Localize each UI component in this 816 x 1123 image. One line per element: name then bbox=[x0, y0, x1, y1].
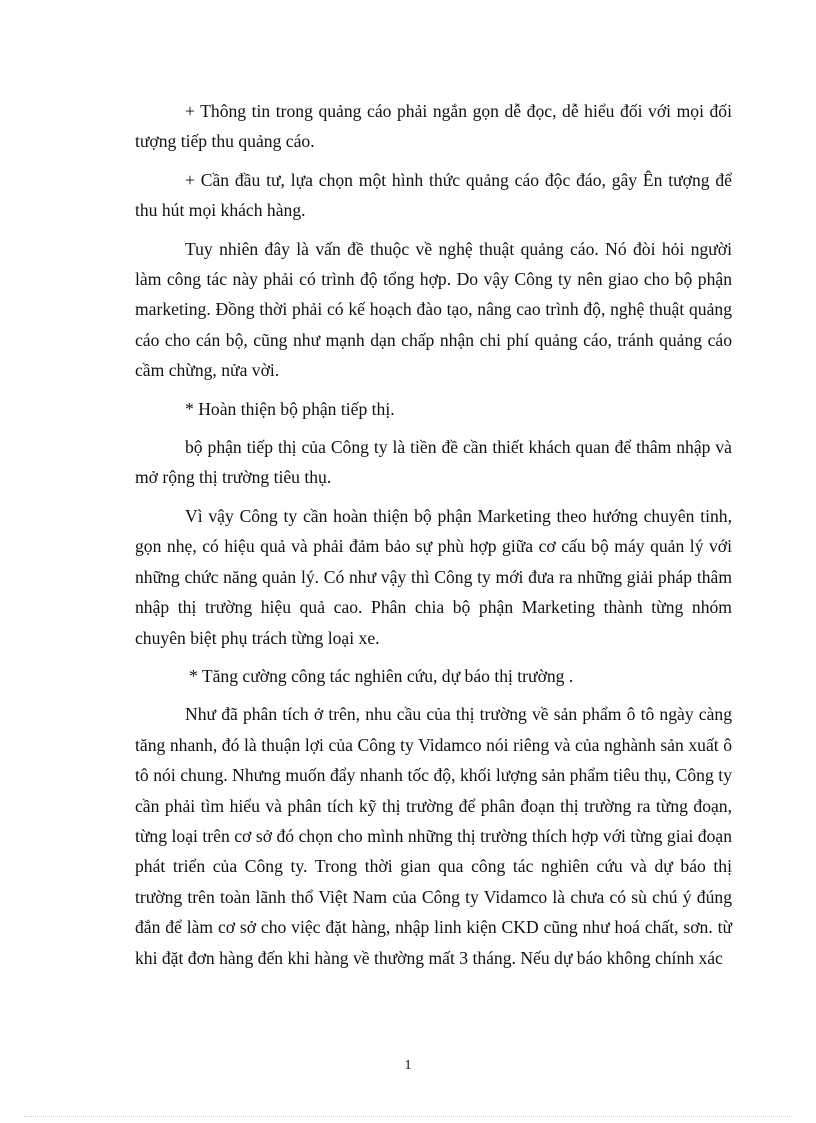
paragraph-info-short: + Thông tin trong quảng cáo phải ngắn gọn dễ đọc, dễ hiểu đối với mọi đối tượng tiếp thu quảng cáo. bbox=[135, 101, 732, 152]
paragraph-marketing-improve: Vì vậy Công ty cần hoàn thiện bộ phận Marketing theo hướng chuyên tinh, gọn nhẹ, có hiệu quả và phải đảm bảo sự phù hợp giữa cơ cấu bộ máy quản lý với những chức năng quản lý. Có như vậy thì Công ty mới đưa ra những giải pháp thâm nhập thị trường hiệu quả cao. Phân chia bộ phận Marketing thành từng nhóm chuyên biệt phụ trách từng loại xe. bbox=[135, 505, 732, 648]
page-number: 1 bbox=[404, 1058, 412, 1073]
paragraph-ad-art: Tuy nhiên đây là vấn đề thuộc về nghệ thuật quảng cáo. Nó đòi hỏi người làm công tác này phải có trình độ tổng hợp. Do vậy Công ty nên giao cho bộ phận marketing. Đồng thời phải có kế hoạch đào tạo, nâng cao trình độ, nghệ thuật quảng cáo cho cán bộ, cũng như mạnh dạn chấp nhận chi phí quảng cáo, tránh quảng cáo cầm chừng, nửa vời. bbox=[135, 238, 732, 381]
heading-market-research: * Tăng cường công tác nghiên cứu, dự báo thị trường . bbox=[189, 665, 574, 686]
heading-marketing-dept: * Hoàn thiện bộ phận tiếp thị. bbox=[185, 398, 395, 419]
page-body bbox=[135, 96, 732, 981]
paragraph-invest-ad-form: + Cần đầu tư, lựa chọn một hình thức quảng cáo độc đáo, gây Ên tượng để thu hút mọi khách hàng. bbox=[135, 169, 732, 221]
page-bottom-divider bbox=[24, 1116, 792, 1117]
paragraph-market-analysis: Như đã phân tích ở trên, nhu cầu của thị trường về sản phẩm ô tô ngày càng tăng nhanh, đó là thuận lợi của Công ty Vidamco nói riêng và của nghành sản xuất ô tô nói chung. Nhưng muốn đẩy nhanh tốc độ, khối lượng sản phẩm tiêu thụ, Công ty cần phải tìm hiểu và phân tích kỹ thị trường để phân đoạn thị trường ra từng đoạn, từng loại trên cơ sở đó chọn cho mình những thị trường thích hợp với từng giai đoạn phát triển của Công ty. Trong thời gian qua công tác nghiên cứu và dự báo thị trường trên toàn lãnh thổ Việt Nam của Công ty Vidamco là chưa có sù chú ý đúng đắn để làm cơ sở cho việc đặt hàng, nhập linh kiện CKD cũng như hoá chất, sơn. từ khi đặt đơn hàng đến khi hàng về thường mất 3 tháng. Nếu dự báo không chính xác bbox=[135, 704, 732, 968]
paragraph-marketing-premise: bộ phận tiếp thị của Công ty là tiền đề cần thiết khách quan để thâm nhập và mở rộng thị trường tiêu thụ. bbox=[135, 437, 732, 488]
